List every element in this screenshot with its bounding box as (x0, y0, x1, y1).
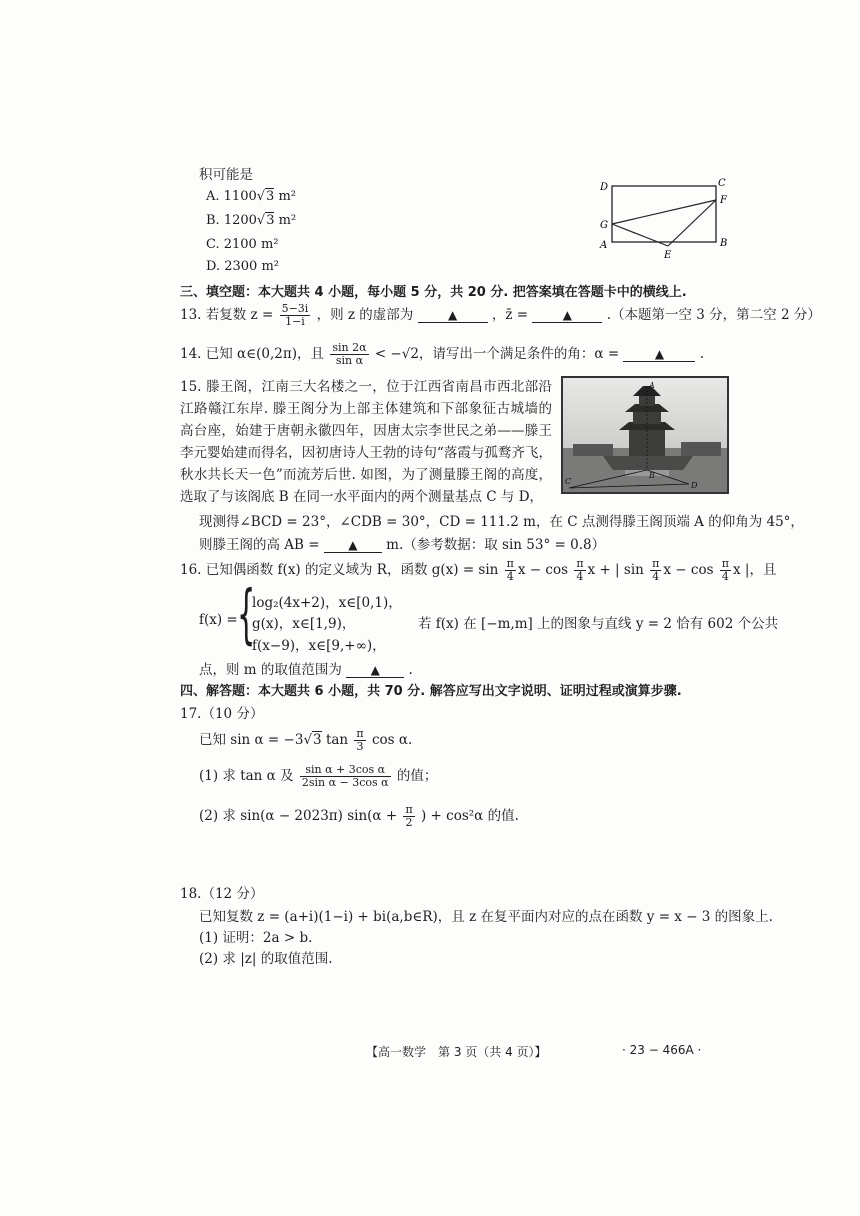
q15-line3-tail: m.（参考数据：取 sin 53° = 0.8） (386, 537, 606, 553)
section3-title: 三、填空题：本大题共 4 小题，每小题 5 分，共 20 分. 把答案填在答题卡中的横线上. (180, 285, 687, 300)
q16-line3 (199, 658, 413, 678)
q13-mid2: ，z̄ = (491, 307, 529, 323)
q13-frac-den: 1−i (285, 315, 305, 328)
q17-p1-lead: (1) 求 tan α 及 (199, 768, 294, 784)
figure-label-d: D (600, 182, 609, 193)
figure-line-ef (668, 200, 716, 246)
q16-piecewise-brace: { (237, 578, 256, 652)
q12-tail-text: 积可能是 (199, 167, 253, 183)
figure-label-b: B (720, 238, 728, 249)
q18-given: 已知复数 z = (a+i)(1−i) + bi(a,b∈R)，且 z 在复平面内对应的点在函数 y = x − 3 的图象上. (199, 909, 773, 925)
q12-rectangle-figure (596, 176, 732, 260)
q13-tail: .（本题第一空 3 分，第二空 2 分） (606, 307, 821, 323)
q12-option-c: C. 2100 m² (206, 237, 279, 252)
q17-given: 已知 sin α = −3√3 tan $\frac{\pi}{3}$ cos α. (199, 727, 413, 753)
q17-p2-frac: $\frac{\pi}{2}$ (405, 803, 413, 829)
q12-option-a: A. 1100√3 m² (206, 189, 297, 204)
figure-label-e: E (664, 250, 672, 260)
q16-line1-c: x + | sin (587, 562, 644, 578)
q12-option-b: B. 1200√3 m² (206, 213, 297, 228)
q16-pi4-4: $\frac{\pi}{4}$ (721, 557, 730, 583)
q17-p2-tail: ) + cos²α 的值. (420, 808, 519, 824)
q12-option-b-unit: m² (278, 213, 297, 228)
figure-line-gf (612, 200, 716, 224)
q16-line3-tail: . (408, 662, 413, 678)
q14-lead: 14. 已知 α∈(0,2π)，且 (180, 346, 325, 362)
q16-pi4-3: $\frac{\pi}{4}$ (652, 557, 660, 583)
q15-line3 (199, 533, 605, 553)
q13-fraction (280, 303, 311, 328)
q12-option-a-label: A. 1100 (206, 189, 257, 204)
q12-option-d: D. 2300 m² (206, 259, 279, 274)
q15-answer-blank: ▲ (324, 538, 382, 553)
footer-paper-code: · 23 − 466A · (622, 1043, 702, 1057)
q14-tail: . (699, 346, 705, 362)
photo-label-d: D (691, 481, 698, 490)
q13-lead: 13. 若复数 z = (180, 307, 274, 323)
q14-fraction (330, 342, 368, 367)
q16-line1-b: x − cos (517, 562, 569, 578)
q16-pi4-2: $\frac{\pi}{4}$ (576, 557, 584, 583)
q18-part2: (2) 求 |z| 的取值范围. (199, 951, 333, 967)
q12-option-a-unit: m² (278, 189, 297, 204)
q17-given-a: 已知 sin α = −3 (199, 732, 304, 748)
q17-p1-tail: 的值； (396, 768, 438, 784)
q17-heading: 17.（10 分） (180, 706, 264, 722)
photo-label-c: C (565, 477, 572, 486)
q17-p2-lead: (2) 求 sin(α − 2023π) sin(α + (199, 808, 398, 824)
q16-f-label: f(x) = (199, 612, 238, 628)
q13-frac-num: 5−3i (281, 302, 309, 315)
q16-case-2: g(x)，x∈[1,9)， (252, 616, 356, 632)
q17-part1 (199, 762, 437, 790)
q16-line1-d: x − cos (663, 562, 714, 578)
footer-page-info: 【高一数学 第 3 页（共 4 页）】 (366, 1045, 547, 1059)
q13-answer-blank-2: ▲ (532, 308, 602, 323)
q17-given-radicand: 3 (313, 732, 322, 748)
q15-line2: 现测得∠BCD = 23°，∠CDB = 30°，CD = 111.2 m，在 C 点测得滕王阁顶端 A 的仰角为 45°， (199, 514, 804, 530)
q16-line3-lead: 点，则 m 的取值范围为 (199, 662, 342, 678)
section4-title: 四、解答题：本大题共 6 小题，共 70 分. 解答应写出文字说明、证明过程或演算步骤. (180, 684, 682, 699)
q15-paragraph: 15. 滕王阁，江南三大名楼之一，位于江西省南昌市西北部沿江路赣江东岸. 滕王阁分为上部主体建筑和下部象征古城墙的高台座，始建于唐朝永徽四年，因唐太宗李世民之弟——滕王李元婴始建而得名，因初唐诗人王勃的诗句“落霞与孤鹜齐飞，秋水共长天一色”而流芳后世. 如图，为了测量滕王阁的高度，选取了与该阁底 B 在同一水平面内的两个测量基点 C 与 D， (180, 379, 552, 505)
q14-answer-blank: ▲ (623, 347, 695, 362)
q17-given-c: cos α. (371, 732, 413, 748)
figure-rectangle (612, 186, 716, 242)
q16-case-1: log₂(4x+2)，x∈[0,1)， (252, 595, 402, 611)
q16-line1-a: 16. 已知偶函数 f(x) 的定义域为 R，函数 g(x) = sin (180, 562, 499, 578)
figure-label-c: C (718, 178, 726, 189)
figure-label-a: A (600, 240, 608, 251)
q17-part2 (199, 802, 519, 830)
figure-label-g: G (600, 220, 608, 231)
q18-heading: 18.（12 分） (180, 886, 264, 902)
figure-line-ge (612, 224, 668, 246)
q14-frac-num: sin 2α (332, 341, 367, 354)
q16-case-tail: 若 f(x) 在 [−m,m] 上的图象与直线 y = 2 恰有 602 个公共 (418, 616, 779, 632)
q13-answer-blank-1: ▲ (418, 308, 488, 323)
pavilion-illustration (563, 378, 727, 492)
q12-option-a-radicand: 3 (266, 189, 275, 204)
photo-label-b: B (649, 471, 655, 480)
q14-mid: < −√2，请写出一个满足条件的角：α = (374, 346, 620, 362)
q18-part1: (1) 证明：2a > b. (199, 930, 313, 946)
q16-answer-blank: ▲ (346, 663, 404, 678)
q12-option-b-label: B. 1200 (206, 213, 257, 228)
q17-given-b: tan (325, 732, 349, 748)
q17-given-frac: $\frac{\pi}{3}$ (356, 727, 364, 753)
q13-mid: ，则 z 的虚部为 (316, 307, 414, 323)
tengwang-pavilion-photo (561, 376, 729, 494)
q16-pi4-1: $\frac{\pi}{4}$ (506, 557, 514, 583)
question-14 (180, 342, 704, 367)
q16-case-3: f(x−9)，x∈[9,+∞)， (252, 638, 386, 654)
q16-line1 (180, 558, 776, 583)
q15-line3-lead: 则滕王阁的高 AB = (199, 537, 320, 553)
q16-line1-e: x |，且 (733, 562, 777, 578)
figure-label-f: F (720, 195, 727, 206)
q14-frac-den: sin α (335, 354, 364, 367)
question-13 (180, 303, 821, 328)
q12-option-b-radicand: 3 (266, 213, 275, 228)
photo-label-a: A (649, 381, 655, 390)
q17-p1-frac: $\frac{\text{sin α + 3cos α}}{\text{2sin α − 3cos α}}$ (301, 763, 389, 789)
